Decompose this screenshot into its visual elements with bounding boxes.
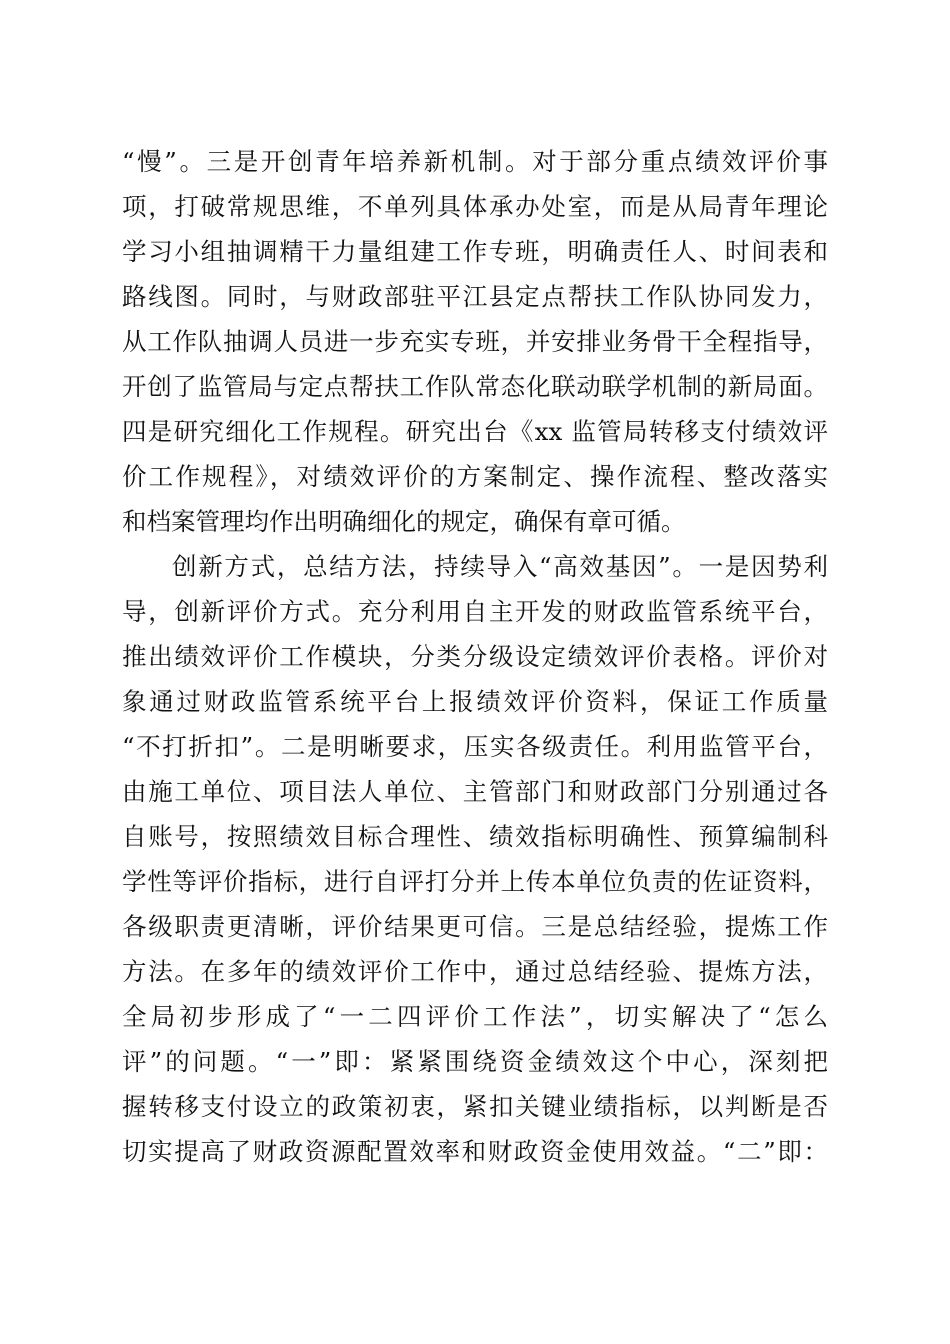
- text-line: 象通过财政监管系统平台上报绩效评价资料，保证工作质量: [122, 687, 828, 716]
- text-line: 自账号，按照绩效目标合理性、绩效指标明确性、预算编制科: [122, 822, 828, 851]
- paragraph-end-line: 和档案管理均作出明确细化的规定，确保有章可循。: [122, 507, 686, 536]
- text-line: 路线图。同时，与财政部驻平江县定点帮扶工作队协同发力，: [122, 282, 828, 311]
- text-line: 从工作队抽调人员进一步充实专班，并安排业务骨干全程指导，: [122, 327, 828, 356]
- text-line: 各级职责更清晰，评价结果更可信。三是总结经验，提炼工作: [122, 912, 828, 941]
- text-line: 评”的问题。“一”即：紧紧围绕资金绩效这个中心，深刻把: [122, 1047, 828, 1076]
- text-line: 开创了监管局与定点帮扶工作队常态化联动联学机制的新局面。: [122, 372, 828, 401]
- text-line: 切实提高了财政资源配置效率和财政资金使用效益。“二”即：: [122, 1137, 828, 1166]
- text-line: 四是研究细化工作规程。研究出台《xx 监管局转移支付绩效评: [122, 417, 828, 446]
- text-line: 由施工单位、项目法人单位、主管部门和财政部门分别通过各: [122, 777, 828, 806]
- text-line: “不打折扣”。二是明晰要求，压实各级责任。利用监管平台，: [122, 732, 828, 761]
- text-line: 学性等评价指标，进行自评打分并上传本单位负责的佐证资料，: [122, 867, 828, 896]
- text-line: 项，打破常规思维，不单列具体承办处室，而是从局青年理论: [122, 192, 828, 221]
- text-line: “慢”。三是开创青年培养新机制。对于部分重点绩效评价事: [122, 147, 828, 176]
- text-line: 全局初步形成了“一二四评价工作法”，切实解决了“怎么: [122, 1002, 828, 1031]
- text-line: 导，创新评价方式。充分利用自主开发的财政监管系统平台，: [122, 597, 828, 626]
- text-line: 学习小组抽调精干力量组建工作专班，明确责任人、时间表和: [122, 237, 828, 266]
- text-line: 方法。在多年的绩效评价工作中，通过总结经验、提炼方法，: [122, 957, 828, 986]
- paragraph-start-line: 创新方式，总结方法，持续导入“高效基因”。一是因势利: [172, 552, 828, 581]
- text-line: 价工作规程》，对绩效评价的方案制定、操作流程、整改落实: [122, 462, 828, 491]
- body-text: [122, 139, 828, 1174]
- text-line: 推出绩效评价工作模块，分类分级设定绩效评价表格。评价对: [122, 642, 828, 671]
- text-line: 握转移支付设立的政策初衷，紧扣关键业绩指标，以判断是否: [122, 1092, 828, 1121]
